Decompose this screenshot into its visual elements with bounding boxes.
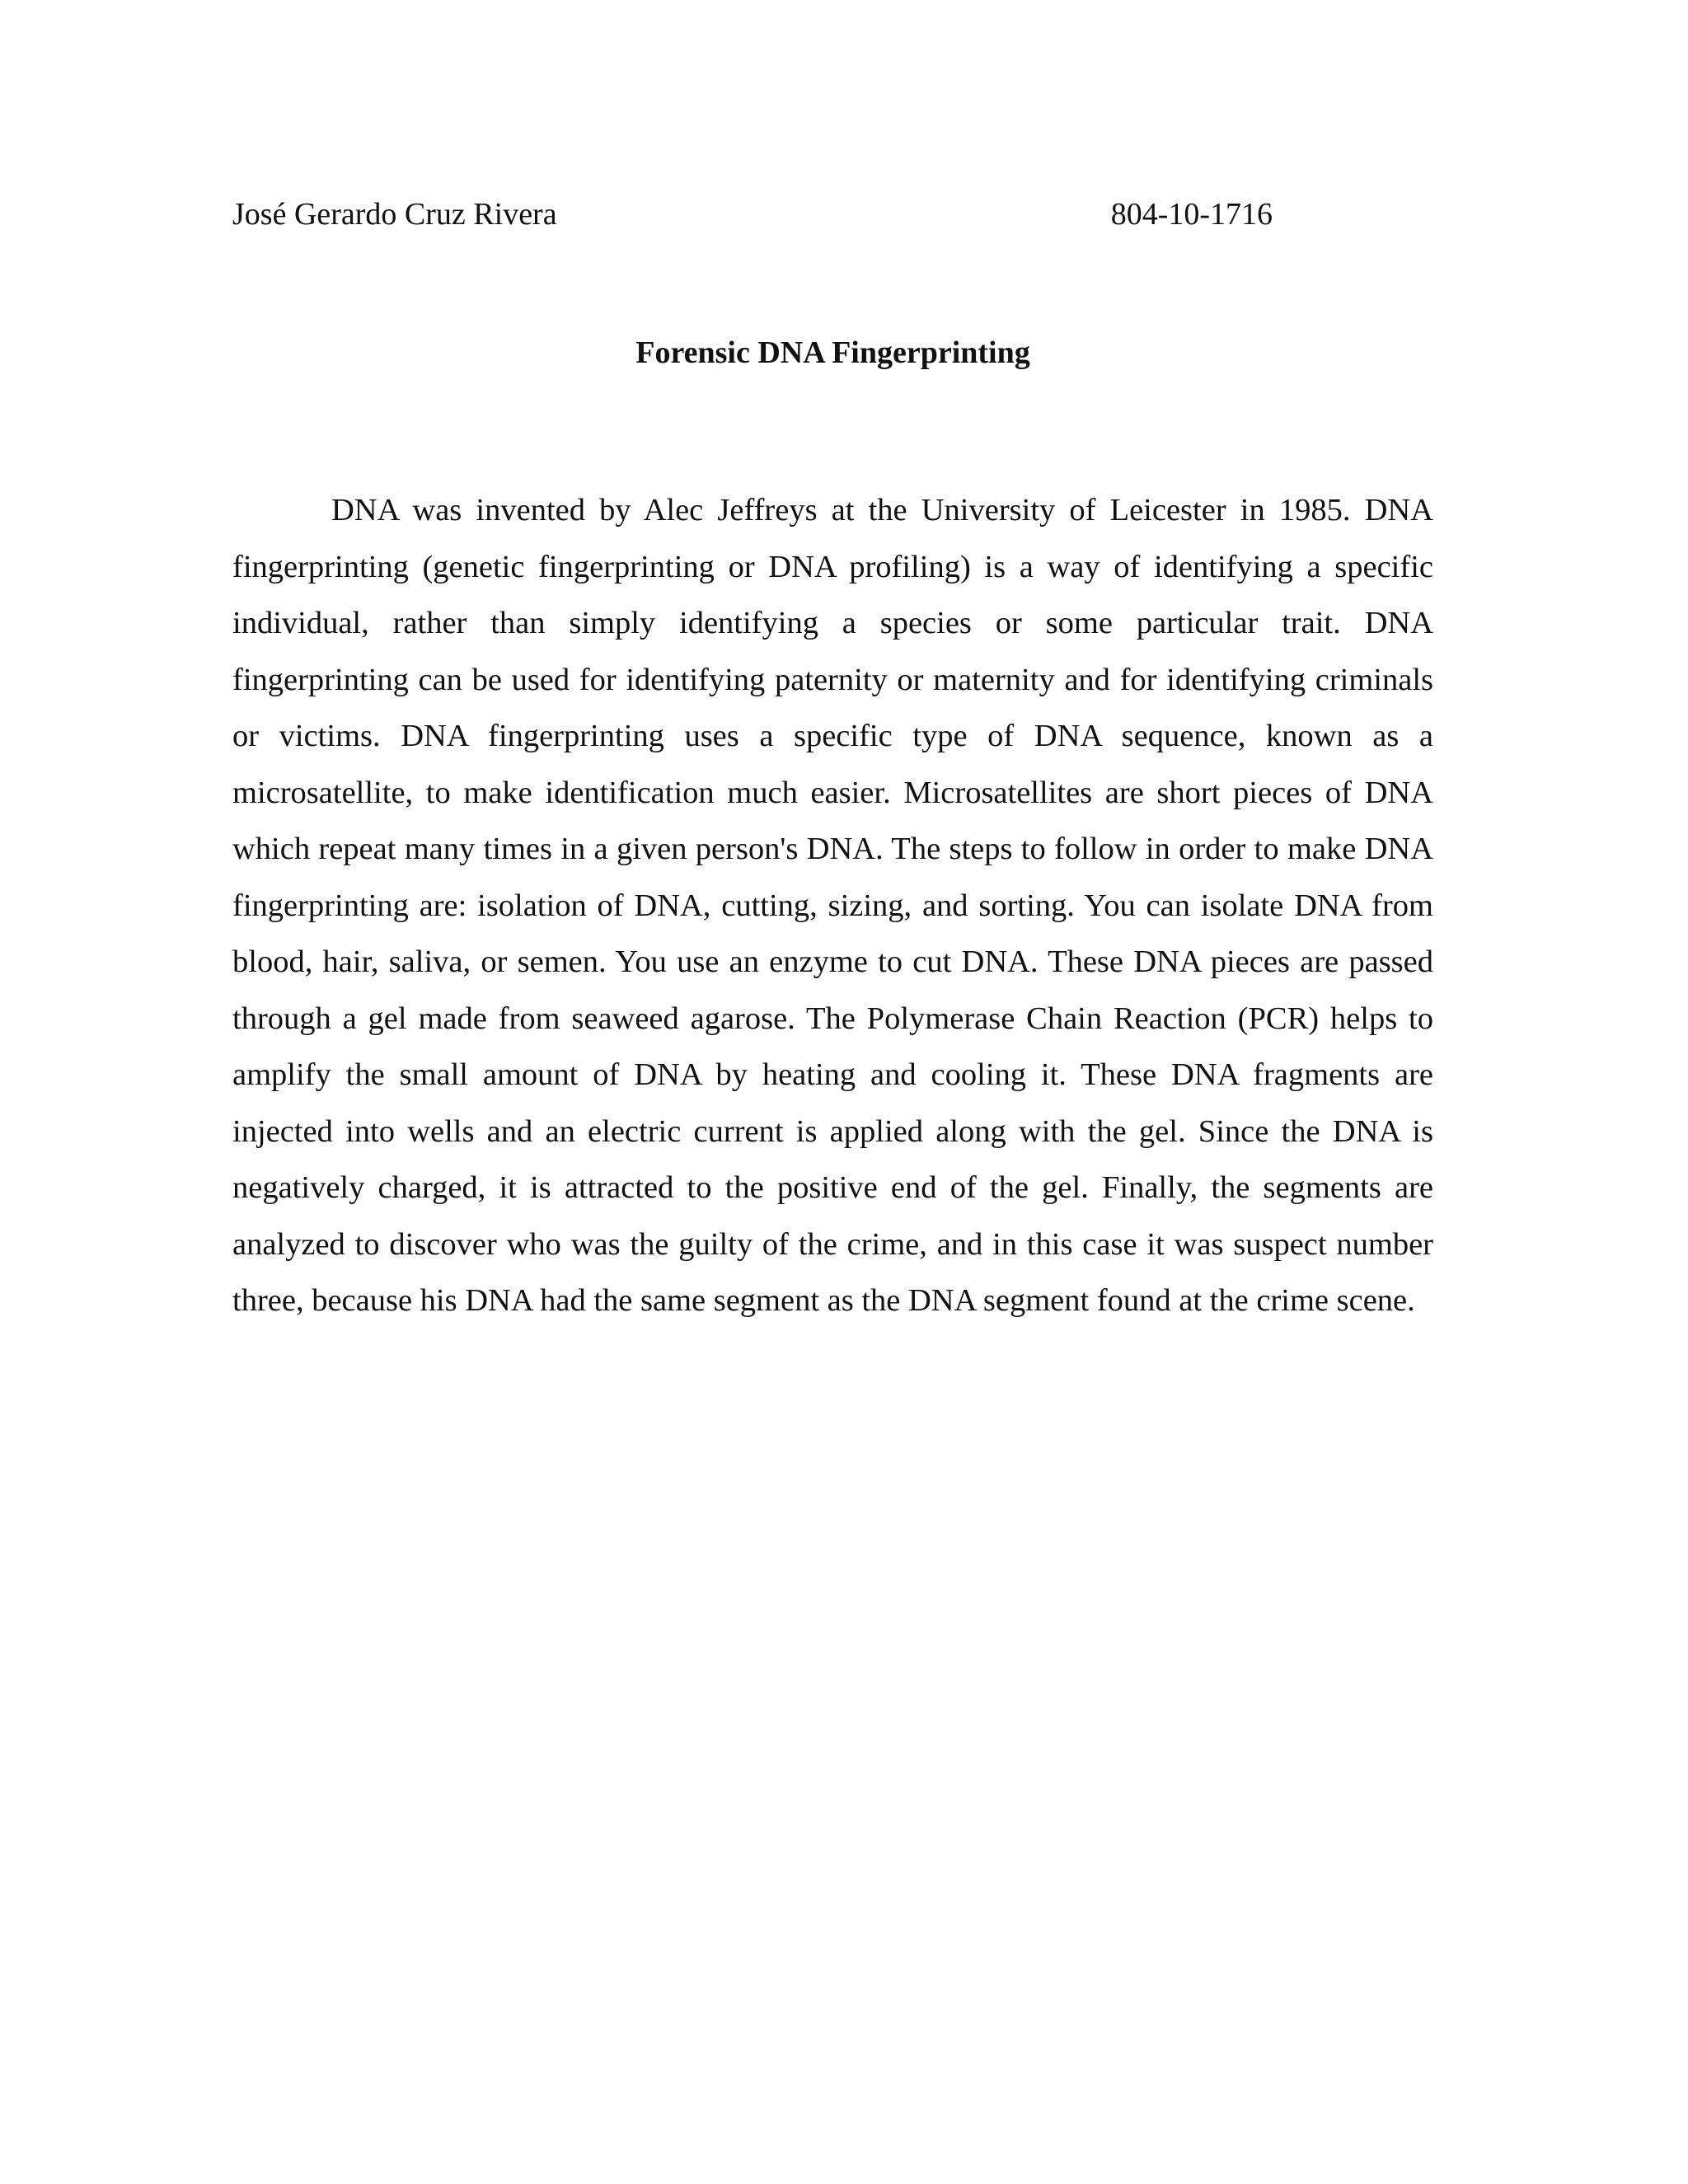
document-header: [232, 191, 1273, 237]
student-id: 804-10-1716: [1110, 197, 1273, 232]
author-name: José Gerardo Cruz Rivera: [232, 197, 557, 232]
document-title: Forensic DNA Fingerprinting: [635, 335, 1030, 370]
body-paragraph: DNA was invented by Alec Jeffreys at the University of Leicester in 1985. DNA fingerprinting (genetic fingerprinting or DNA profiling) is a way of identifying a specific individual, rather than simply identifying a species or some particular trait. DNA fingerprinting can be used for identifying paternity or maternity and for identifying criminals or victims. DNA fingerprinting uses a specific type of DNA sequence, known as a microsatellite, to make identification much easier. Microsatellites are short pieces of DNA which repeat many times in a given person's DNA. The steps to follow in order to make DNA fingerprinting are: isolation of DNA, cutting, sizing, and sorting. You can isolate DNA from blood, hair, saliva, or semen. You use an enzyme to cut DNA. These DNA pieces are passed through a gel made from seaweed agarose. The Polymerase Chain Reaction (PCR) helps to amplify the small amount of DNA by heating and cooling it. These DNA fragments are injected into wells and an electric current is applied along with the gel. Since the DNA is negatively charged, it is attracted to the positive end of the gel. Finally, the segments are analyzed to discover who was the guilty of the crime, and in this case it was suspect number three, because his DNA had the same segment as the DNA segment found at the crime scene.: [232, 493, 1433, 1318]
